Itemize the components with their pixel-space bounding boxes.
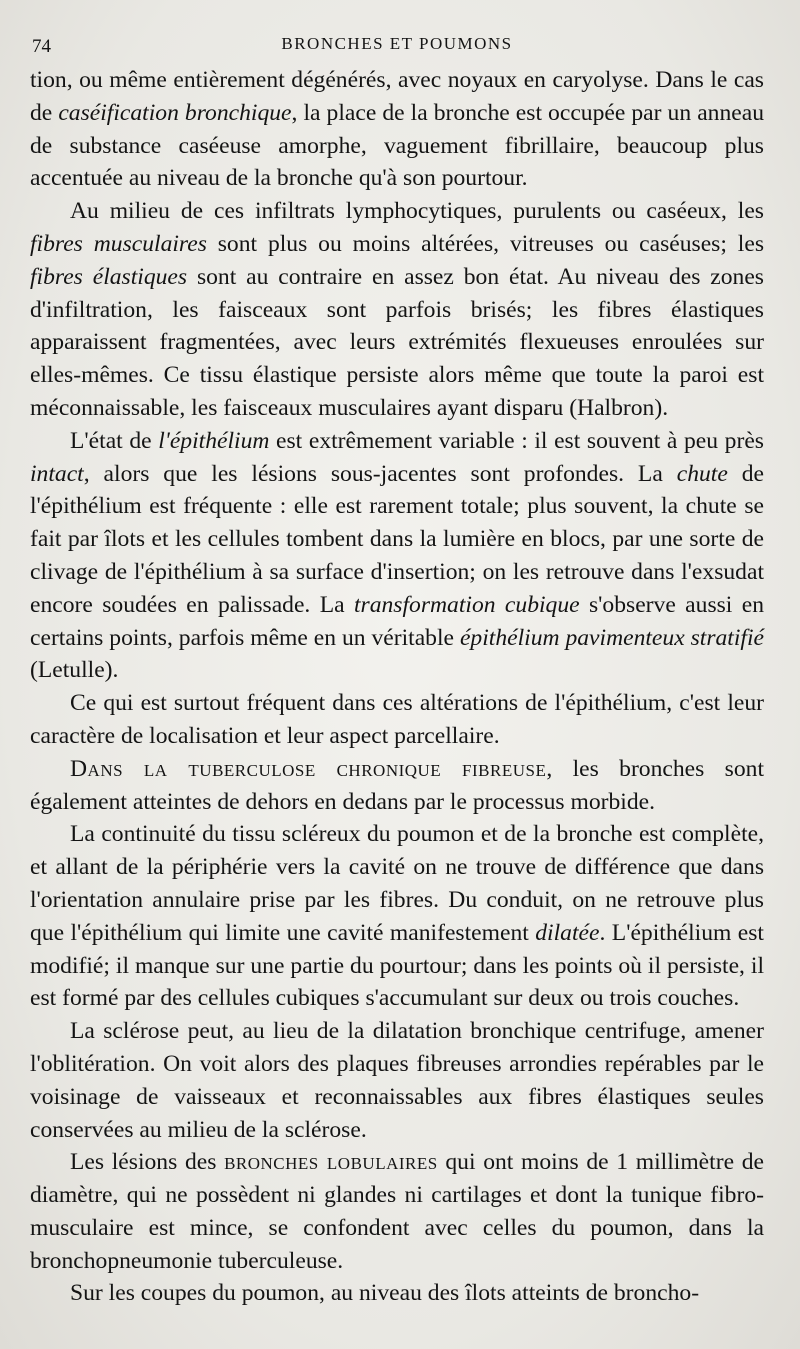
text-run: L'état de [70,427,159,454]
text-run: Les lésions des [70,1149,225,1176]
text-run: s'observe aussi en certains points, parfois même en un véritable [30,591,765,651]
paragraph [30,195,764,425]
text-run: sont plus ou moins altérées, vitreuses ou caséuses; les [206,230,764,257]
text-run: Ce qui est surtout fréquent dans ces altérations de l'épithélium, c'est leur caractère de localisation et leur aspect parcellaire. [30,690,764,749]
page-header [30,30,764,64]
paragraph [30,1277,764,1310]
text-run: Au milieu de ces infiltrats lymphocytiques, purulents ou caséeux, les [70,198,764,225]
italic-term: fibres musculaires [30,230,207,257]
italic-term: l'épithélium [158,427,270,454]
italic-term: caséification bronchique [58,99,292,126]
paragraph [30,1146,764,1277]
paragraph [30,425,764,687]
text-run: , les bronches sont également atteintes de dehors en dedans par le processus morbide. [30,755,764,815]
text-run: La sclérose peut, au lieu de la dilatation bronchique centrifuge, amener l'oblitération. On voit alors des plaques fibreuses arrondies repérables par le voisinage de vaisseaux et reconnaissables aux fibres élastiques seules conservées au milieu de la sclérose. [30,1018,764,1143]
running-title: BRONCHES ET POUMONS [281,34,513,53]
italic-term: transformation cubique [353,591,580,618]
small-caps-term: Dans la tuberculose chronique fibreuse [70,755,547,782]
text-run: , alors que les lésions sous-jacentes sont profondes. La [83,460,677,487]
text-run: de l'épithélium est fréquente : elle est rarement totale; plus souvent, la chute se fait par îlots et les cellules tombent dans la lumière en blocs, par une sorte de clivage de l'épithélium à sa surface d'insertion; on les retrouve dans l'exsudat encore soudées en palissade. La [30,460,765,618]
text-run: (Letulle). [30,657,119,684]
italic-term: épithélium pavimenteux stratifié [459,624,764,651]
italic-term: chute [676,460,728,487]
text-run: La continuité du tissu scléreux du poumon et de la bronche est complète, et allant de la périphérie vers la cavité on ne trouve de différence que dans l'orientation annulaire prise par les fibres. Du conduit, on ne retrouve plus que l'épithélium qui limite une cavité manifestement [30,821,764,946]
text-run: . L'épithélium est modifié; il manque sur une partie du pourtour; dans les points où il persiste, il est formé par des cellules cubiques s'accumulant sur deux ou trois couches. [30,919,764,1012]
paragraph [30,818,764,1015]
paragraph [30,1015,764,1146]
small-caps-term: bronches lobulaires [224,1149,438,1176]
text-run: , la place de la bronche est occupée par un anneau de substance caséeuse amorphe, vaguement fibrillaire, beaucoup plus accentuée au niveau de la bronche qu'à son pourtour. [30,99,765,192]
text-run: qui ont moins de 1 millimètre de diamètre, qui ne possèdent ni glandes ni cartilages et dont la tunique fibro-musculaire est mince, se confondent avec celles du poumon, dans la bronchopneumonie tuberculeuse. [30,1149,764,1274]
italic-term: intact [30,460,84,487]
text-run: Sur les coupes du poumon, au niveau des îlots atteints de broncho- [70,1280,700,1307]
text-run: est extrêmement variable : il est souvent à peu près [269,427,764,454]
page-number: 74 [32,36,51,57]
paragraph [30,64,764,195]
text-run: tion, ou même entièrement dégénérés, avec noyaux en caryolyse. Dans le cas de [30,67,764,126]
italic-term: dilatée [535,919,600,946]
paragraph [30,753,764,819]
body-text [30,64,764,1310]
italic-term: fibres élastiques [30,263,188,290]
text-run: sont au contraire en assez bon état. Au niveau des zones d'infiltration, les faisceaux sont parfois brisés; les fibres élastiques apparaissent fragmentées, avec leurs extrémités flexueuses enroulées sur elles-mêmes. Ce tissu élastique persiste alors même que toute la paroi est méconnaissable, les faisceaux musculaires ayant disparu (Halbron). [30,263,764,421]
paragraph [30,687,764,753]
